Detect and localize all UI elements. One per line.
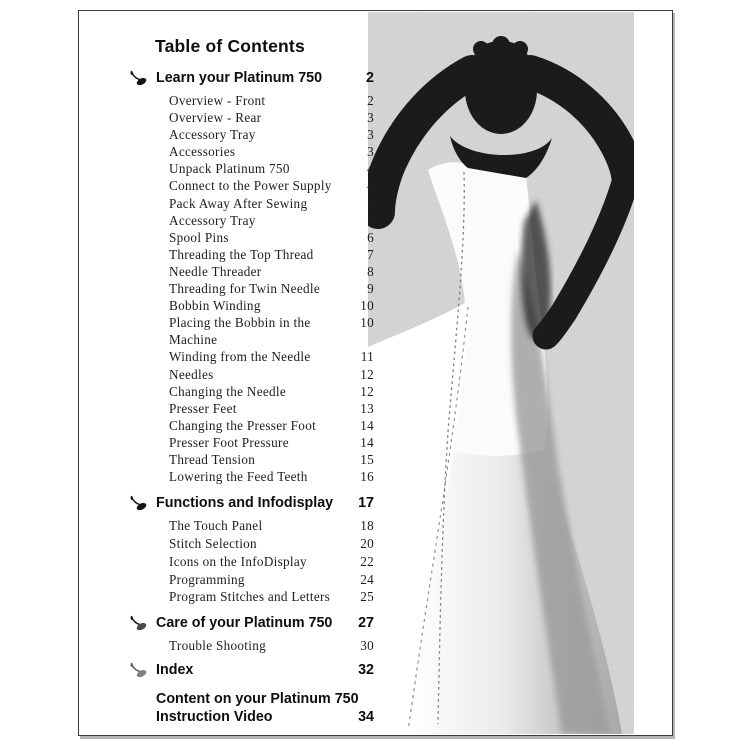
- toc-entry: [131, 571, 374, 589]
- toc-entry: [131, 246, 374, 263]
- toc-entry-label: Threading the Top Thread: [169, 246, 314, 262]
- toc-entry: [131, 126, 374, 143]
- section-heading: Functions and Infodisplay: [156, 495, 334, 512]
- toc-entry-page: 5: [367, 195, 374, 211]
- toc-entry-page: 3: [367, 110, 374, 126]
- toc-entry: [131, 109, 374, 126]
- toc-entry-page: 12: [360, 366, 374, 382]
- toc-entry: [131, 229, 374, 246]
- toc-entry-page: 4: [367, 178, 374, 194]
- toc-entry: [131, 143, 374, 160]
- toc-entry-label: Overview - Rear: [169, 110, 262, 126]
- toc-entry-label: Spool Pins: [169, 229, 229, 245]
- table-of-contents: [131, 69, 374, 726]
- toc-entry-label: Trouble Shooting: [169, 638, 267, 654]
- toc-entry-page: 16: [360, 469, 374, 485]
- flower-sprig-icon: [129, 494, 148, 513]
- section-heading: Care of your Platinum 750: [156, 615, 333, 632]
- toc-entry-page: 11: [360, 349, 374, 365]
- toc-entry-label: Bobbin Winding: [169, 298, 261, 314]
- toc-entry-page: 14: [360, 417, 374, 433]
- toc-entry: [131, 195, 374, 212]
- toc-entry-page: 9: [367, 281, 374, 297]
- toc-entry-page: 8: [367, 263, 374, 279]
- toc-section-care: [131, 614, 374, 654]
- section-header: [131, 661, 374, 680]
- toc-entry-label: Needles: [169, 366, 214, 382]
- toc-entry-page: 3: [367, 144, 374, 160]
- model-photo: [368, 12, 634, 734]
- toc-entry-label: Needle Threader: [169, 263, 262, 279]
- toc-entry-page: 15: [360, 451, 374, 467]
- toc-entry: [131, 517, 374, 535]
- section-heading: Learn your Platinum 750: [156, 70, 323, 86]
- toc-entry-page: 24: [360, 571, 374, 587]
- toc-entry-page: 7: [367, 246, 374, 262]
- toc-entry: [131, 177, 374, 194]
- toc-entry: [131, 588, 374, 606]
- toc-entry: [131, 553, 374, 571]
- toc-entry-label: Placing the Bobbin in the Machine: [169, 315, 311, 348]
- toc-section-functions: [131, 494, 374, 606]
- toc-entry-label: Lowering the Feed Teeth: [169, 469, 308, 485]
- toc-entry-page: 30: [360, 638, 374, 654]
- toc-section-learn: [131, 69, 374, 485]
- toc-entry-page: 25: [360, 589, 374, 605]
- toc-entry: [131, 314, 374, 348]
- toc-entry-label: Connect to the Power Supply: [169, 178, 332, 194]
- toc-entry-label: Presser Foot Pressure: [169, 434, 289, 450]
- flower-sprig-icon: [129, 661, 148, 680]
- toc-entry-page: 5: [367, 212, 374, 228]
- toc-entry: [131, 160, 374, 177]
- toc-entry-label: Threading for Twin Needle: [169, 281, 320, 297]
- toc-entry-label: Accessory Tray: [169, 212, 256, 228]
- toc-entry: [131, 400, 374, 417]
- toc-entry: [131, 434, 374, 451]
- toc-entry-page: 12: [360, 383, 374, 399]
- toc-entry-list: [131, 92, 374, 485]
- toc-entry-page: 3: [367, 127, 374, 143]
- toc-entry-label: Icons on the InfoDisplay: [169, 553, 307, 569]
- section-heading: Index: [156, 662, 194, 679]
- toc-entry-page: 2: [367, 93, 374, 108]
- toc-entry-label: Stitch Selection: [169, 535, 257, 551]
- page-title: Table of Contents: [155, 36, 305, 56]
- footer-line-2: [156, 708, 374, 726]
- toc-entry: [131, 468, 374, 485]
- toc-entry-label: Overview - Front: [169, 93, 266, 108]
- toc-entry-label: Unpack Platinum 750: [169, 161, 290, 177]
- toc-entry-label: Thread Tension: [169, 451, 256, 467]
- toc-footer: [131, 690, 374, 726]
- flower-sprig-icon: [129, 69, 148, 88]
- toc-entry: [131, 637, 374, 654]
- toc-entry-label: Accessories: [169, 144, 236, 160]
- toc-entry-page: 4: [367, 161, 374, 177]
- toc-entry-label: The Touch Panel: [169, 518, 263, 534]
- toc-entry: [131, 366, 374, 383]
- toc-entry-page: 13: [360, 400, 374, 416]
- toc-entry-label: Changing the Presser Foot: [169, 417, 317, 433]
- toc-entry-label: Accessory Tray: [169, 127, 256, 143]
- toc-entry: [131, 383, 374, 400]
- toc-entry-label: Program Stitches and Letters: [169, 589, 331, 605]
- section-header: [131, 494, 374, 513]
- toc-entry-page: 10: [360, 315, 374, 331]
- toc-entry: [131, 92, 374, 109]
- section-page-number: 27: [358, 615, 374, 632]
- toc-entry-label: Programming: [169, 571, 245, 587]
- section-page-number: 17: [358, 495, 374, 512]
- toc-entry: [131, 451, 374, 468]
- page-frame: [78, 10, 673, 736]
- toc-entry-label: Presser Feet: [169, 400, 237, 416]
- toc-entry-label: Changing the Needle: [169, 383, 287, 399]
- toc-entry: [131, 263, 374, 280]
- toc-entry: [131, 348, 374, 365]
- toc-entry-page: 18: [360, 518, 374, 534]
- toc-entry-label: Winding from the Needle: [169, 349, 311, 365]
- toc-entry: [131, 280, 374, 297]
- toc-entry: [131, 535, 374, 553]
- toc-entry-list: [131, 517, 374, 606]
- toc-entry-page: 20: [360, 535, 374, 551]
- toc-entry-list: [131, 637, 374, 654]
- toc-entry-page: 6: [367, 229, 374, 245]
- toc-entry-label: Pack Away After Sewing: [169, 195, 308, 211]
- toc-entry-page: 14: [360, 434, 374, 450]
- section-header: [131, 69, 374, 88]
- section-page-number: 2: [366, 70, 374, 86]
- toc-entry: [131, 212, 374, 229]
- footer-page-number: 34: [358, 709, 374, 726]
- footer-line-1: [156, 690, 374, 708]
- toc-section-index: [131, 661, 374, 680]
- flower-sprig-icon: [129, 614, 148, 633]
- section-page-number: 32: [358, 662, 374, 679]
- toc-entry: [131, 297, 374, 314]
- footer-label-line2: Instruction Video: [156, 709, 273, 726]
- section-header: [131, 614, 374, 633]
- toc-entry: [131, 417, 374, 434]
- footer-label-line1: Content on your Platinum 750: [156, 691, 359, 708]
- toc-entry-page: 10: [360, 298, 374, 314]
- toc-entry-page: 22: [360, 553, 374, 569]
